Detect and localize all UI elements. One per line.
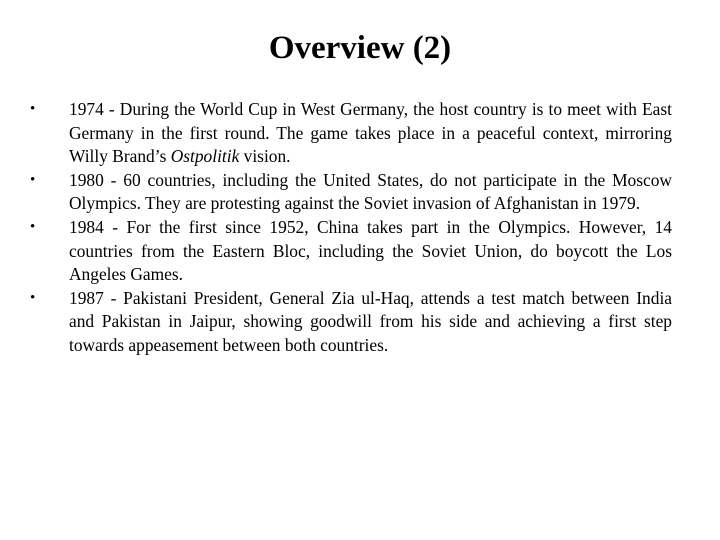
bullet-list [30, 98, 672, 358]
bullet-item-1987 [30, 287, 672, 358]
bullet-year: 1984 [69, 216, 104, 237]
bullet-item-1974 [30, 98, 672, 169]
bullet-dot-icon: • [30, 171, 36, 188]
bullet-year: 1980 [69, 169, 104, 190]
bullet-emphasis: Ostpolitik [170, 146, 240, 167]
bullet-text: - 60 countries, including the United States, do not participate in the Moscow Olympics. They are protesting against the Soviet invasion of Afghanistan in 1979. [69, 169, 672, 214]
slide-title: Overview (2) [268, 30, 452, 66]
bullet-dot-icon: • [30, 101, 36, 117]
bullet-text: - During the World Cup in West Germany, the host country is to meet with East Germany in the first round. The game takes place in a peaceful context, mirroring Willy Brand’s [69, 99, 672, 167]
bullet-dot-icon: • [30, 289, 36, 306]
bullet-text-tail: vision. [239, 146, 291, 167]
bullet-text: - Pakistani President, General Zia ul-Haq, attends a test match between India and Pakistan in Jaipur, showing goodwill from his side and achieving a first step towards appeasement between both countries. [69, 287, 672, 355]
bullet-dot-icon: • [30, 218, 36, 235]
bullet-item-1980 [30, 169, 672, 216]
bullet-text: - For the first since 1952, China takes part in the Olympics. However, 14 countries from the Eastern Bloc, including the Soviet Union, do boycott the Los Angeles Games. [69, 216, 672, 285]
bullet-item-1984 [30, 216, 672, 287]
bullet-year: 1974 [69, 99, 104, 119]
bullet-year: 1987 [69, 287, 104, 308]
